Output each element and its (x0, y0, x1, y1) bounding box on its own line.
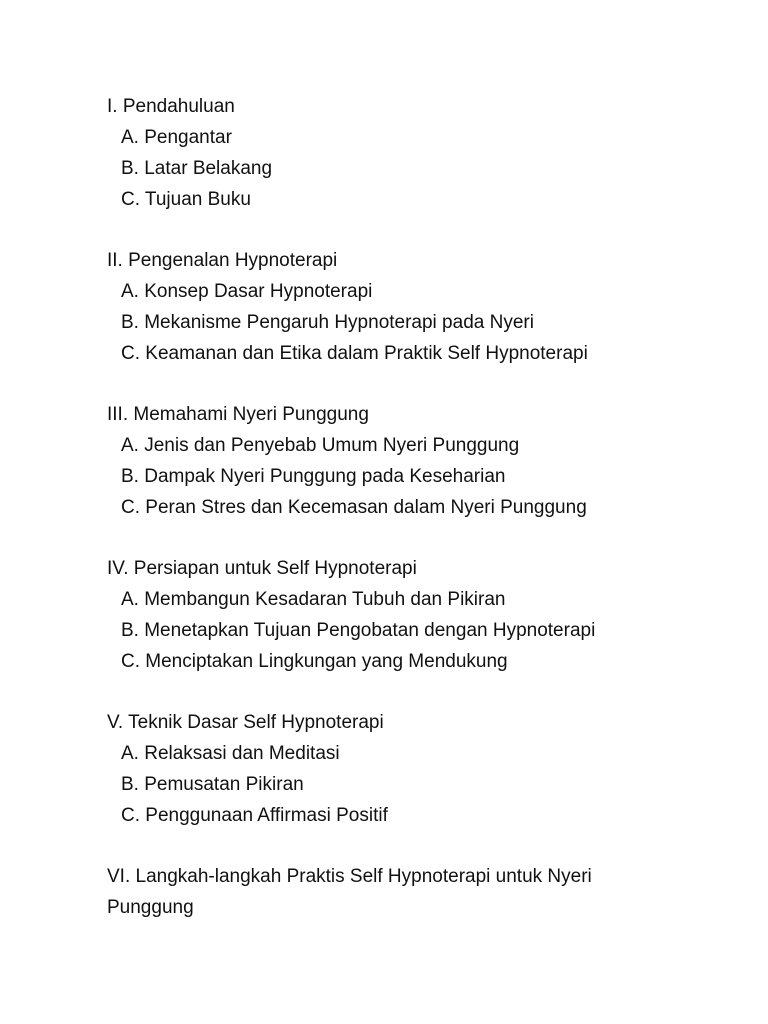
section-title: IV. Persiapan untuk Self Hypnoterapi (107, 558, 417, 579)
section-6 (107, 861, 667, 923)
section-item: C. Penggunaan Affirmasi Positif (121, 805, 388, 826)
section-item: B. Mekanisme Pengaruh Hypnoterapi pada Nyeri (121, 312, 534, 333)
section-title: III. Memahami Nyeri Punggung (107, 404, 369, 425)
section-1 (107, 91, 667, 215)
section-item: A. Relaksasi dan Meditasi (121, 743, 340, 764)
section-item: A. Konsep Dasar Hypnoterapi (121, 281, 373, 302)
section-item: A. Membangun Kesadaran Tubuh dan Pikiran (121, 589, 506, 610)
section-3 (107, 399, 667, 523)
section-4 (107, 553, 667, 677)
section-item: B. Dampak Nyeri Punggung pada Keseharian (121, 466, 506, 487)
section-item: B. Menetapkan Tujuan Pengobatan dengan Hypnoterapi (121, 620, 596, 641)
section-title: I. Pendahuluan (107, 96, 235, 117)
section-item: B. Pemusatan Pikiran (121, 774, 304, 795)
section-title: VI. Langkah-langkah Praktis Self Hypnoterapi untuk Nyeri Punggung (107, 866, 592, 918)
section-item: A. Pengantar (121, 127, 232, 148)
section-item: C. Menciptakan Lingkungan yang Mendukung (121, 651, 508, 672)
section-item: A. Jenis dan Penyebab Umum Nyeri Punggung (121, 435, 520, 456)
section-item: B. Latar Belakang (121, 158, 273, 179)
section-title: V. Teknik Dasar Self Hypnoterapi (107, 712, 384, 733)
section-item: C. Peran Stres dan Kecemasan dalam Nyeri Punggung (121, 497, 587, 518)
section-item: C. Tujuan Buku (121, 189, 251, 210)
section-title: II. Pengenalan Hypnoterapi (107, 250, 338, 271)
section-5 (107, 707, 667, 831)
section-item: C. Keamanan dan Etika dalam Praktik Self Hypnoterapi (121, 343, 588, 364)
section-2 (107, 245, 667, 369)
table-of-contents (107, 91, 667, 953)
